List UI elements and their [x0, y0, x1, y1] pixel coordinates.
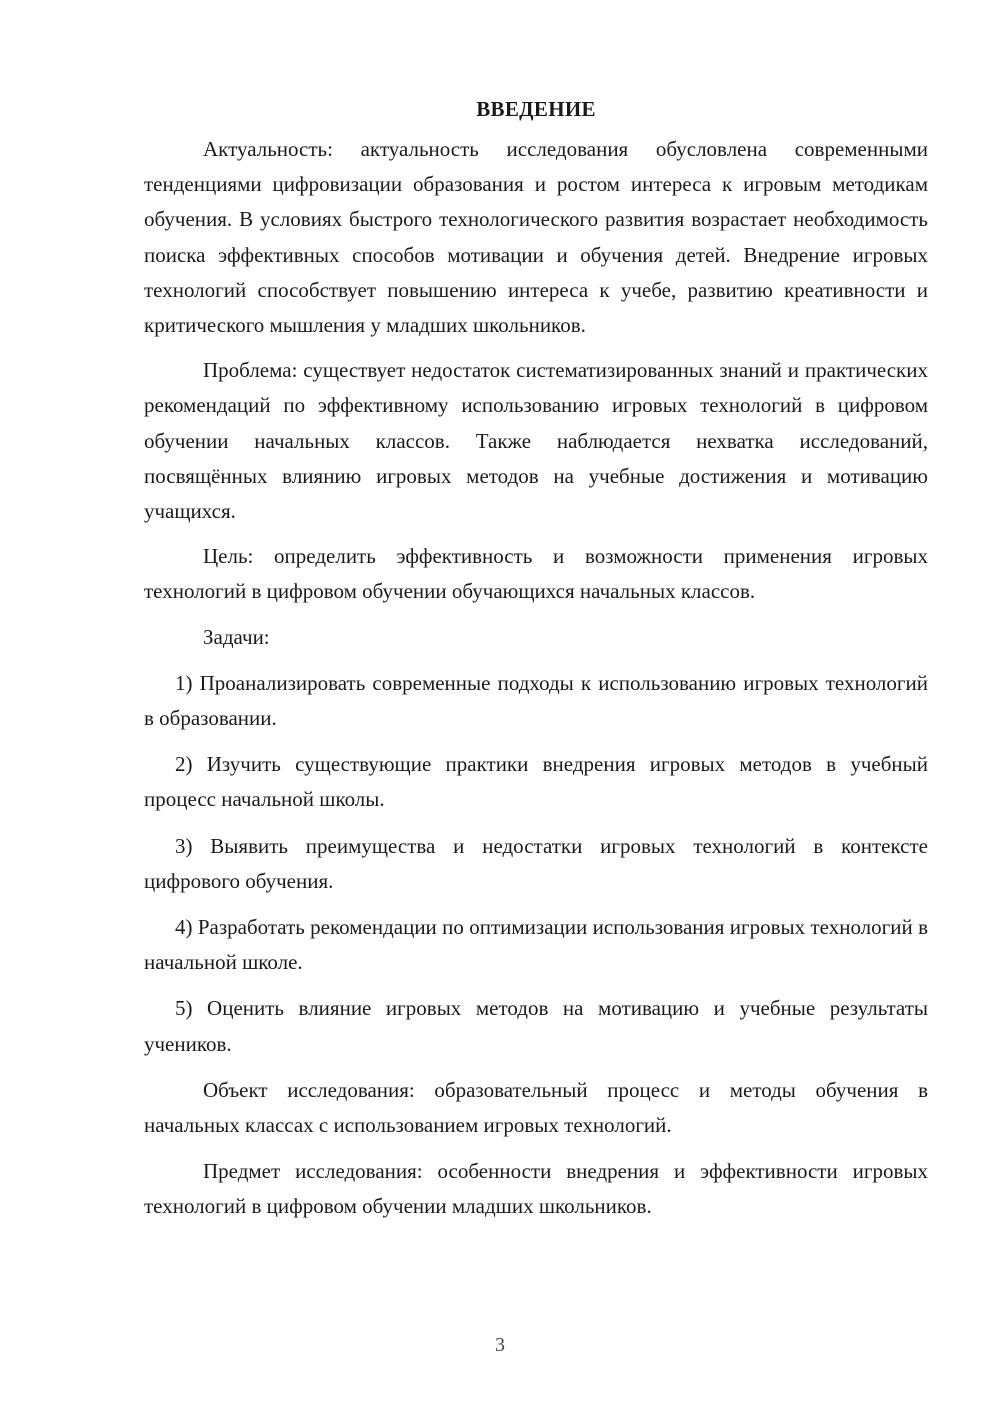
- page-number: 3: [495, 1334, 505, 1356]
- relevance-paragraph: Актуальность: актуальность исследования обусловлена современными тенденциями цифровизации образования и ростом интереса к игровым методикам обучения. В условиях быстрого технологического развития возрастает необходимость поиска эффективных способов мотивации и обучения детей. Внедрение игровых технологий способствует повышению интереса к учебе, развитию креативности и критического мышления у младших школьников.: [144, 137, 928, 338]
- section-title: ВВЕДЕНИЕ: [476, 97, 596, 121]
- tasks-list: [144, 666, 928, 1062]
- task-item: 5) Оценить влияние игровых методов на мотивацию и учебные результаты учеников.: [144, 996, 928, 1056]
- task-item: 4) Разработать рекомендации по оптимизации использования игровых технологий в начальной школе.: [144, 915, 928, 975]
- tasks-label: Задачи:: [203, 624, 270, 649]
- subject-paragraph: Предмет исследования: особенности внедрения и эффективности игровых технологий в цифровом обучении младших школьников.: [144, 1159, 928, 1219]
- task-item: 3) Выявить преимущества и недостатки игровых технологий в контексте цифрового обучения.: [144, 833, 928, 893]
- task-item: 1) Проанализировать современные подходы к использованию игровых технологий в образовании.: [144, 670, 928, 731]
- task-item: 2) Изучить существующие практики внедрения игровых методов в учебный процесс начальной школы.: [144, 752, 928, 812]
- page-body: [144, 92, 928, 1225]
- object-paragraph: Объект исследования: образовательный процесс и методы обучения в начальных классах с использованием игровых технологий.: [144, 1077, 928, 1138]
- problem-paragraph: Проблема: существует недостаток систематизированных знаний и практических рекомендаций по эффективному использованию игровых технологий в цифровом обучении начальных классов. Также наблюдается нехватка исследований, посвящённых влиянию игровых методов на учебные достижения и мотивацию учащихся.: [144, 358, 928, 524]
- goal-paragraph: Цель: определить эффективность и возможности применения игровых технологий в цифровом обучении обучающихся начальных классов.: [144, 544, 928, 604]
